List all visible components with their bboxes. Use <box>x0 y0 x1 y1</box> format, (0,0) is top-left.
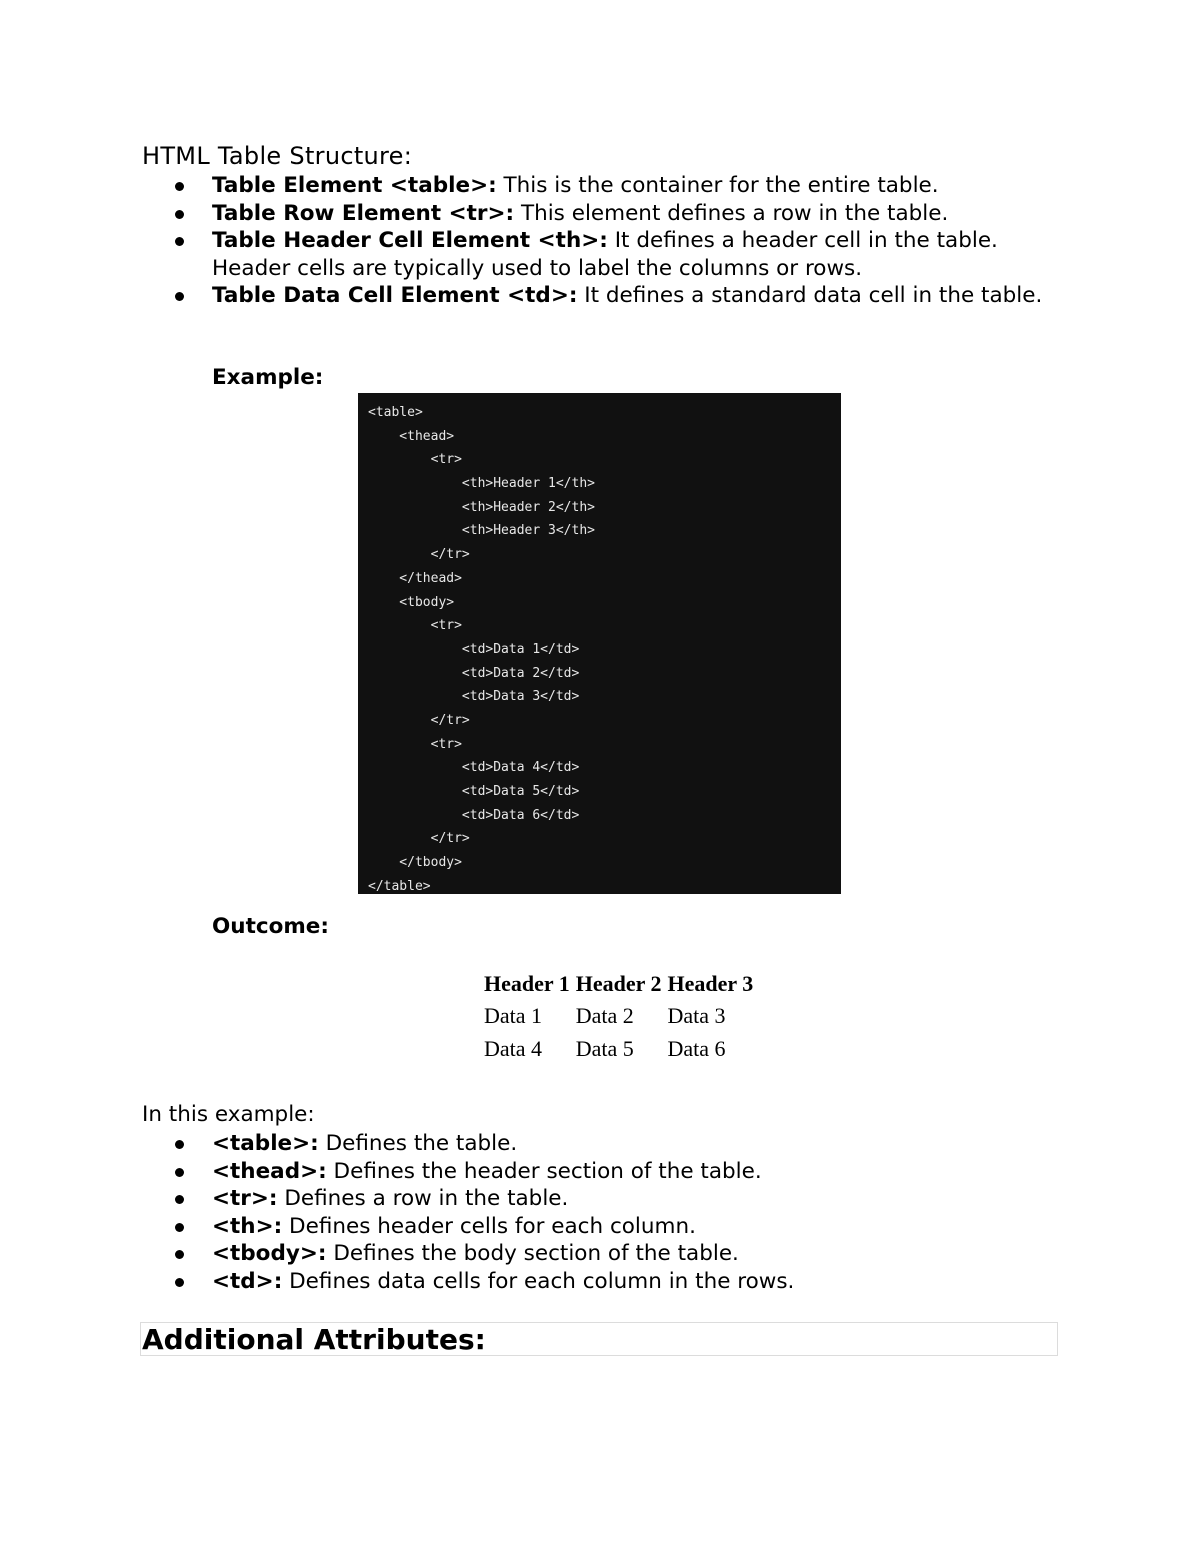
term: Table Data Cell Element <td>: <box>212 283 578 308</box>
list-item <box>142 1130 1072 1158</box>
table-header-cell: Header 3 <box>667 971 754 996</box>
description: This is the container for the entire table. <box>496 173 939 198</box>
term: <td>: <box>212 1268 283 1294</box>
description: It defines a header cell in the table. Header cells are typically used to label the columns or rows. <box>212 228 998 281</box>
code-line: </table> <box>368 878 431 894</box>
table-cell: Data 3 <box>667 1002 726 1028</box>
term: <table>: <box>212 1131 319 1156</box>
code-line: <tr> <box>368 452 462 468</box>
term: Table Header Cell Element <th>: <box>212 228 608 253</box>
list-item <box>142 1240 1072 1268</box>
term: <th>: <box>212 1213 283 1239</box>
description: Defines the body section of the table. <box>326 1241 739 1266</box>
list-item <box>142 1185 1072 1213</box>
code-line: </tr> <box>368 712 470 728</box>
term: Table Row Element <tr>: <box>212 200 515 226</box>
term: <tbody>: <box>212 1241 327 1266</box>
list-item <box>142 282 1072 310</box>
code-line: <th>Header 1</th> <box>368 476 595 492</box>
table-cell: Data 5 <box>575 1035 634 1061</box>
code-line: <td>Data 6</td> <box>368 807 580 823</box>
list-item <box>142 227 1072 282</box>
description: Defines the header section of the table. <box>326 1158 762 1184</box>
description: Defines header cells for each column. <box>282 1213 696 1239</box>
element-list <box>142 172 1072 310</box>
outcome-table <box>480 968 757 1066</box>
code-line: <tr> <box>368 618 462 634</box>
code-line: <td>Data 2</td> <box>368 665 580 681</box>
code-line: <td>Data 5</td> <box>368 784 580 799</box>
code-line: <tbody> <box>368 594 455 610</box>
description: Defines the table. <box>318 1131 518 1156</box>
description: Defines a row in the table. <box>277 1186 569 1211</box>
table-cell: Data 1 <box>484 1002 543 1028</box>
list-item <box>142 1268 1072 1296</box>
code-line: <td>Data 1</td> <box>368 641 580 657</box>
code-line: <tr> <box>368 736 462 752</box>
list-item <box>142 1158 1072 1186</box>
table-row <box>482 1033 755 1064</box>
code-line: </tr> <box>368 831 470 847</box>
example-label: Example: <box>212 365 324 390</box>
table-row <box>482 1000 755 1031</box>
description: This element defines a row in the table. <box>514 200 949 226</box>
list-item <box>142 172 1072 200</box>
code-line: <td>Data 3</td> <box>368 689 580 705</box>
term: <tr>: <box>212 1186 278 1211</box>
description: Defines data cells for each column in the rows. <box>282 1268 795 1294</box>
code-line: </tbody> <box>368 855 462 871</box>
tag-list <box>142 1130 1072 1295</box>
description: It defines a standard data cell in the table. <box>577 283 1043 308</box>
outcome-label: Outcome: <box>212 914 329 939</box>
code-line: </tr> <box>368 547 470 563</box>
table-header-cell: Header 1 <box>484 971 570 996</box>
section-heading: HTML Table Structure: <box>142 142 413 170</box>
table-header-cell: Header 2 <box>575 971 662 996</box>
table-cell: Data 2 <box>575 1002 634 1028</box>
table-cell: Data 4 <box>484 1035 543 1061</box>
code-line: <td>Data 4</td> <box>368 760 580 776</box>
code-line: </thead> <box>368 570 462 586</box>
code-line: <th>Header 2</th> <box>368 499 595 515</box>
code-example <box>358 393 841 894</box>
table-header-row <box>482 970 755 998</box>
code-line: <th>Header 3</th> <box>368 523 595 539</box>
list-item <box>142 1213 1072 1241</box>
term: <thead>: <box>212 1158 327 1184</box>
table-cell: Data 6 <box>667 1035 726 1061</box>
code-line: <table> <box>368 405 423 420</box>
term: Table Element <table>: <box>212 173 497 198</box>
code-line: <thead> <box>368 428 455 444</box>
list-item <box>142 200 1072 228</box>
sub-heading: Additional Attributes: <box>140 1322 1058 1356</box>
intro-text: In this example: <box>142 1102 315 1127</box>
